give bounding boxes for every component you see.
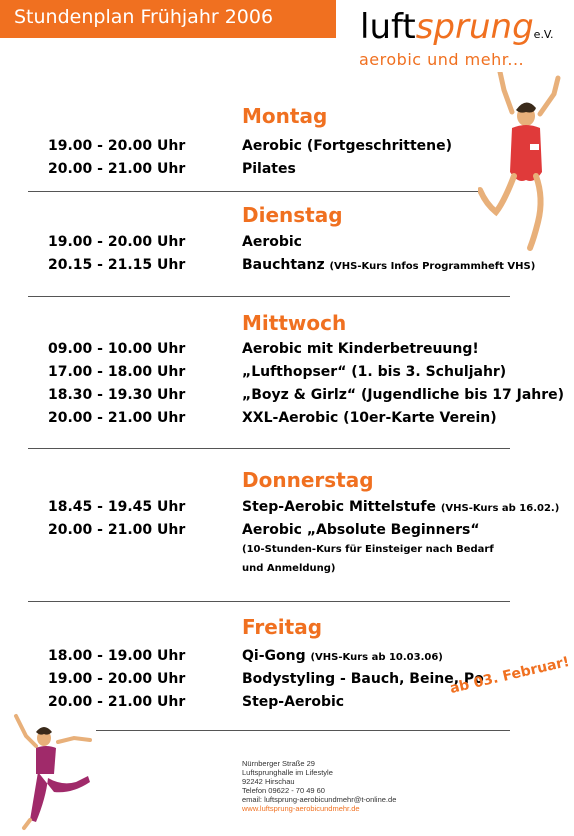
time-slot: 19.00 - 20.00 Uhr bbox=[48, 138, 186, 154]
time-slot: 19.00 - 20.00 Uhr bbox=[48, 671, 186, 687]
time-slot: 17.00 - 18.00 Uhr bbox=[48, 364, 186, 380]
logo bbox=[360, 7, 554, 47]
website-link[interactable]: www.luftsprung-aerobicundmehr.de bbox=[242, 804, 360, 813]
dancing-woman-illustration bbox=[6, 712, 100, 834]
course-name-text: Step-Aerobic Mittelstufe bbox=[242, 499, 436, 515]
time-slot: 20.00 - 21.00 Uhr bbox=[48, 694, 186, 710]
course-name bbox=[242, 499, 559, 515]
divider bbox=[96, 730, 510, 731]
time-slot: 18.45 - 19.45 Uhr bbox=[48, 499, 186, 515]
jumping-woman-illustration bbox=[478, 72, 574, 252]
logo-text-sprung: sprung bbox=[415, 7, 534, 47]
divider bbox=[28, 191, 482, 192]
time-slot: 20.15 - 21.15 Uhr bbox=[48, 257, 186, 273]
divider bbox=[28, 448, 510, 449]
course-name: Aerobic mit Kinderbetreuung! bbox=[242, 341, 479, 357]
course-name: XXL-Aerobic (10er-Karte Verein) bbox=[242, 410, 497, 426]
time-slot: 18.00 - 19.00 Uhr bbox=[48, 648, 186, 664]
time-slot: 20.00 - 21.00 Uhr bbox=[48, 410, 186, 426]
email: email: luftsprung-aerobicundmehr@t-online.de bbox=[242, 795, 397, 804]
course-note: (VHS-Kurs ab 10.03.06) bbox=[310, 652, 443, 663]
address-line: Luftsprunghalle im Lifestyle bbox=[242, 768, 333, 777]
time-slot: 09.00 - 10.00 Uhr bbox=[48, 341, 186, 357]
day-heading-montag: Montag bbox=[242, 104, 328, 128]
course-name-text: Bauchtanz bbox=[242, 257, 325, 273]
course-note: (VHS-Kurs Infos Programmheft VHS) bbox=[329, 261, 536, 272]
logo-suffix: e.V. bbox=[533, 28, 554, 41]
logo-text-luft: luft bbox=[360, 7, 416, 47]
course-name: Pilates bbox=[242, 161, 296, 177]
course-name: Aerobic (Fortgeschrittene) bbox=[242, 138, 453, 154]
page-title: Stundenplan Frühjahr 2006 bbox=[14, 6, 274, 28]
course-name: „Boyz & Girlz“ (Jugendliche bis 17 Jahre) bbox=[242, 387, 565, 403]
course-note: (VHS-Kurs ab 16.02.) bbox=[440, 503, 560, 514]
address-line: Nürnberger Straße 29 bbox=[242, 759, 315, 768]
course-name: Bodystyling - Bauch, Beine, Po bbox=[242, 671, 484, 687]
course-note: und Anmeldung) bbox=[242, 563, 336, 574]
course-name: Step-Aerobic bbox=[242, 694, 345, 710]
course-name: Aerobic „Absolute Beginners“ bbox=[242, 522, 480, 538]
divider bbox=[28, 601, 510, 602]
start-date-stamp: ab 03. Februar! bbox=[448, 653, 572, 697]
day-heading-donnerstag: Donnerstag bbox=[242, 468, 374, 492]
day-heading-dienstag: Dienstag bbox=[242, 203, 343, 227]
time-slot: 20.00 - 21.00 Uhr bbox=[48, 522, 186, 538]
course-name-text: Qi-Gong bbox=[242, 648, 306, 664]
time-slot: 18.30 - 19.30 Uhr bbox=[48, 387, 186, 403]
course-name bbox=[242, 648, 443, 664]
phone: Telefon 09622 - 70 49 60 bbox=[242, 786, 325, 795]
divider bbox=[28, 296, 510, 297]
day-heading-freitag: Freitag bbox=[242, 615, 323, 639]
logo-tagline: aerobic und mehr... bbox=[359, 50, 525, 69]
course-name: „Lufthopser“ (1. bis 3. Schuljahr) bbox=[242, 364, 507, 380]
course-name bbox=[242, 257, 535, 273]
address-line: 92242 Hirschau bbox=[242, 777, 295, 786]
time-slot: 19.00 - 20.00 Uhr bbox=[48, 234, 186, 250]
course-note: (10-Stunden-Kurs für Einsteiger nach Bedarf bbox=[242, 544, 494, 555]
time-slot: 20.00 - 21.00 Uhr bbox=[48, 161, 186, 177]
day-heading-mittwoch: Mittwoch bbox=[242, 311, 347, 335]
course-name: Aerobic bbox=[242, 234, 302, 250]
